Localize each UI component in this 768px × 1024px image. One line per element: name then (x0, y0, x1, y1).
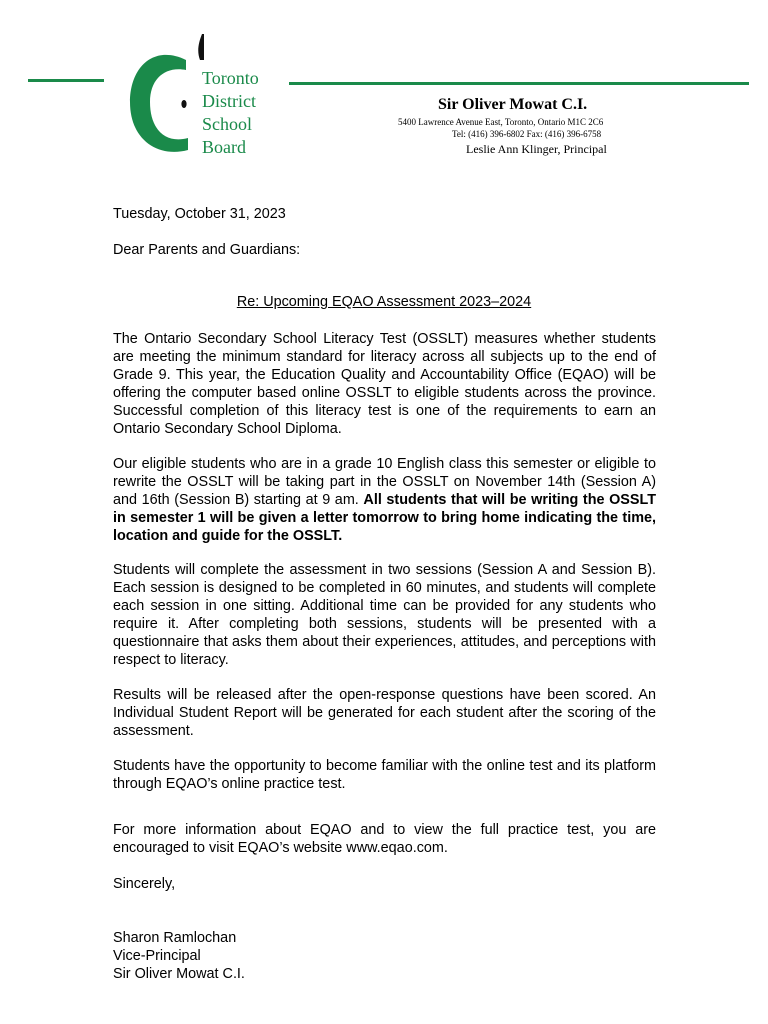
board-name-line: District (202, 91, 256, 111)
school-phone-fax: Tel: (416) 396-6802 Fax: (416) 396-6758 (452, 129, 602, 139)
signer-title: Vice-Principal (113, 948, 201, 964)
signer-school: Sir Oliver Mowat C.I. (113, 966, 245, 982)
school-name: Sir Oliver Mowat C.I. (438, 96, 588, 113)
board-name-line: Toronto (202, 68, 259, 88)
letter-date: Tuesday, October 31, 2023 (113, 206, 286, 222)
subject-line: Re: Upcoming EQAO Assessment 2023–2024 (236, 294, 532, 310)
school-address: 5400 Lawrence Avenue East, Toronto, Ontario M1C 2C6 (398, 117, 604, 127)
paragraph-practice-test: Students have the opportunity to become familiar with the online test and its platform through EQAO’s online practice test. (113, 758, 656, 792)
principal-name: Leslie Ann Klinger, Principal (466, 142, 607, 156)
signer-name: Sharon Ramlochan (113, 930, 237, 946)
board-name-line: School (202, 114, 253, 134)
apple-logo-icon (128, 30, 204, 160)
paragraph-results: Results will be released after the open-response questions have been scored. An Individual Student Report will be generated for each student after the scoring of the assessment. (113, 687, 656, 739)
paragraph-osslt-intro: The Ontario Secondary School Literacy Test (OSSLT) measures whether students are meeting the minimum standard for literacy across all subjects up to the end of Grade 9. This year, the Education Quality and Accountability Office (EQAO) will be offering the computer based online OSSLT to eligible students across the province. Successful completion of this literacy test is one of the requirements to earn an Ontario Secondary School Diploma. (113, 331, 656, 437)
paragraph-sessions: Students will complete the assessment in two sessions (Session A and Session B). Each session is designed to be completed in 60 minutes, and students will complete each session in one sitting. Additional time can be provided for any students who require it. After completing both sessions, students will be presented with a questionnaire that asks them about their experiences, attitudes, and perceptions with respect to literacy. (113, 562, 656, 668)
closing: Sincerely, (113, 876, 176, 892)
letterhead-rule-right (289, 82, 749, 85)
schedule-text: Our eligible students who are in a grade 10 English class this semester or eligible to rewrite the OSSLT will be taking part in the OSSLT on November 14th (Session A) and 16th (Session B) starting at 9 am. (113, 456, 656, 508)
paragraph-more-info: For more information about EQAO and to view the full practice test, you are encouraged to visit EQAO’s website www.eqao.com. (113, 822, 656, 856)
board-name-line: Board (202, 137, 246, 157)
paragraph-schedule (113, 455, 656, 545)
schedule-bold-notice: All students that will be writing the OSSLT in semester 1 will be given a letter tomorrow to bring home indicating the time, location and guide for the OSSLT. (113, 492, 657, 544)
letterhead-rule-left (28, 79, 104, 82)
salutation: Dear Parents and Guardians: (113, 242, 301, 258)
